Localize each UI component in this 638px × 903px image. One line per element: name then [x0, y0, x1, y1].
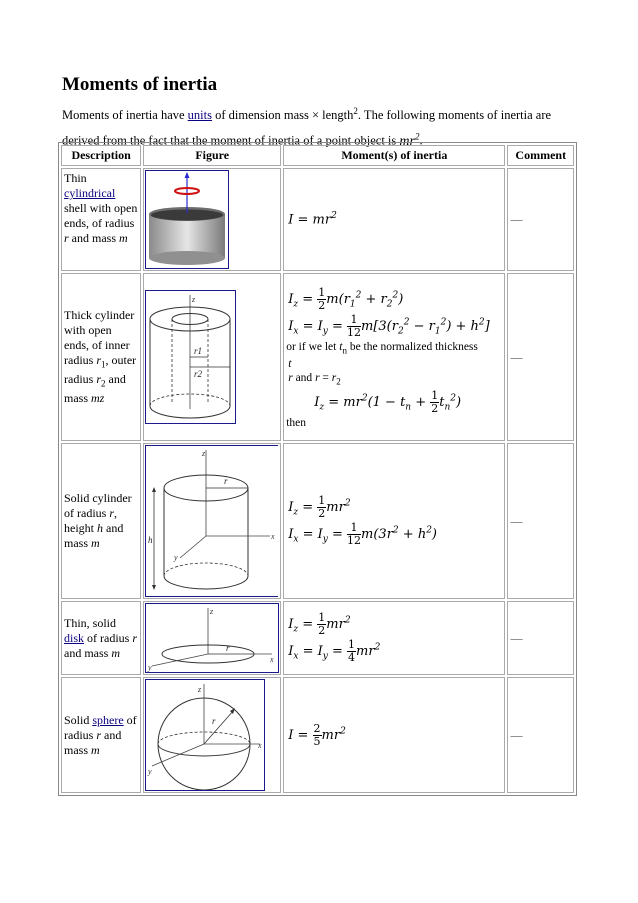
row2-and: and — [292, 372, 316, 384]
row3-figure — [143, 443, 281, 599]
row5-desc-a: Solid — [64, 712, 93, 727]
row2-iz-sub: z — [293, 299, 299, 310]
header-description: Description — [61, 145, 141, 166]
row5-desc-r: r — [96, 727, 101, 742]
row4-comment: — — [507, 601, 574, 675]
row2-desc-r1: r — [96, 352, 101, 367]
row3-desc-b: , height — [64, 506, 117, 535]
header-moments: Moment(s) of inertia — [283, 145, 505, 166]
row2-req: r — [315, 372, 320, 384]
units-link[interactable]: units — [187, 108, 212, 123]
intro-text-3: . The following moments of inertia are derived from the fact that the moment of inertia of a point object is — [62, 108, 552, 148]
row2-eq-ixy: $I_x = I_y$ = $\frac{1}{12}$ $m[3(r_2^2 - r_1^2) + h^2]$ — [288, 312, 490, 339]
row2-ix-sub: x — [293, 326, 299, 337]
row4-desc-r: r — [132, 630, 138, 645]
row4-eq-ixy: $I_x = I_y$ = $\frac{1}{4}$ $mr^2$ — [288, 638, 381, 664]
row4-desc-m: m — [111, 645, 120, 660]
row1-moments — [283, 168, 505, 271]
row1-eq-sup: 2 — [331, 211, 337, 222]
row3-desc-h: h — [97, 521, 103, 535]
row2-be: be the normalized thickness — [346, 340, 478, 353]
cyl-fig-r: r — [224, 476, 228, 486]
disk-fig-y: y — [148, 663, 152, 672]
row2-iy-sub: y — [322, 326, 328, 337]
cyl-fig-x: x — [271, 532, 275, 541]
row1-desc-text2: shell with open ends, of radius — [64, 201, 138, 230]
row2-desc-r2: r — [96, 372, 101, 386]
row2-eq-tn: $I_z = mr^2(1 - t_n$ + $\frac{1}{2}$ $t_n^2$) — [314, 389, 462, 416]
thick-cylinder-figure — [145, 290, 236, 424]
disk-fig-z: z — [210, 607, 214, 616]
row2-or: or if we let — [286, 340, 340, 353]
row3-eq-iz: $I_z$ = $\frac{1}{2}$ $mr^2$ — [288, 494, 351, 520]
cyl-fig-z: z — [202, 449, 206, 458]
row2-desc-r1-sub: 1 — [101, 359, 106, 369]
table-row — [61, 273, 574, 441]
row1-eq-base: I = mr — [288, 212, 332, 228]
disk-fig-r: r — [226, 643, 230, 653]
row3-desc-m: m — [91, 536, 100, 550]
disk-fig-x: x — [270, 655, 274, 664]
row3-description — [61, 443, 141, 599]
inertia-table — [58, 142, 577, 796]
disk-link[interactable]: disk — [64, 630, 85, 645]
row2-iz: I — [288, 291, 294, 307]
cylindrical-link[interactable]: cylindrical — [64, 186, 116, 200]
row2-moments — [283, 273, 505, 441]
row2-figure — [143, 273, 281, 441]
row2-desc-mz: mz — [91, 391, 105, 406]
row3-desc-r: r — [109, 506, 114, 520]
row3-moments — [283, 443, 505, 599]
header-comment: Comment — [507, 145, 574, 166]
thick-fig-r1: r1 — [194, 346, 203, 356]
intro-text-1: Moments of inertia have — [62, 108, 188, 123]
row4-description — [61, 601, 141, 675]
row2-ix: I — [288, 318, 294, 334]
row4-desc-b: of radius — [84, 630, 133, 645]
point-formula-sup: 2 — [414, 131, 420, 142]
frac-twelfth: $\frac{1}{12}$ — [347, 312, 362, 339]
row2-comment: — — [507, 273, 574, 441]
row5-desc-c: and mass — [64, 727, 122, 757]
row5-desc-b: of radius — [64, 712, 137, 742]
row1-eq — [288, 211, 500, 227]
table-row — [61, 443, 574, 599]
disk-figure — [145, 603, 279, 673]
row4-desc-c: and mass — [64, 645, 112, 660]
row4-figure — [143, 601, 281, 675]
thick-fig-z: z — [192, 295, 196, 304]
sphere-fig-z: z — [198, 685, 202, 694]
row1-desc-text: Thin — [64, 171, 87, 185]
row2-eqsign: = — [319, 372, 332, 384]
row2-text-t — [288, 357, 500, 388]
row5-moments — [283, 677, 505, 793]
thick-fig-r2: r2 — [194, 369, 203, 379]
intro-text-2: of dimension mass × length — [211, 108, 354, 123]
row3-desc-c: and mass — [64, 521, 124, 550]
row5-figure — [143, 677, 281, 793]
table-row — [61, 677, 574, 793]
frac-half: $\frac{1}{2}$ — [318, 285, 326, 312]
row2-then: then — [286, 417, 307, 430]
intro-sup: 2 — [353, 106, 358, 116]
row2-r2: r — [331, 372, 337, 384]
row5-eq: I = $\frac{2}{5}$ $mr^2$ — [288, 721, 346, 748]
row2-desc-a: Thick cylinder with open ends, of inner radius — [64, 307, 135, 367]
row2-t: t — [288, 358, 292, 370]
sphere-fig-x: x — [258, 741, 262, 750]
row2-desc-r2-sub: 2 — [101, 378, 106, 389]
point-formula-base: mr — [399, 133, 415, 149]
cyl-fig-y: y — [174, 553, 178, 562]
row2-text-or — [286, 341, 502, 355]
row1-figure — [143, 168, 281, 271]
header-row — [61, 145, 574, 166]
page-title: Moments of inertia — [62, 74, 218, 95]
row1-desc-and: and mass — [68, 231, 119, 245]
row2-desc-c: and mass — [64, 372, 126, 406]
sphere-link[interactable]: sphere — [92, 712, 124, 727]
row2-r2-sub: 2 — [336, 376, 341, 387]
row2-r: r — [288, 372, 293, 384]
row4-eq-iz: $I_z$ = $\frac{1}{2}$ $mr^2$ — [288, 611, 351, 637]
sphere-fig-r: r — [212, 716, 216, 726]
row5-description — [61, 677, 141, 793]
row3-comment: — — [507, 443, 574, 599]
row2-iy: I — [317, 318, 323, 334]
row3-eq-ixy: $I_x = I_y$ = $\frac{1}{12}$ $m(3r^2 + h^2)$ — [288, 521, 437, 547]
table-row — [61, 168, 574, 271]
row1-desc-m: m — [119, 231, 128, 245]
table-row — [61, 601, 574, 675]
row2-eq-iz: $I_z$ = $\frac{1}{2}$ $m(r_1^2 + r_2^2)$ — [288, 285, 404, 312]
row1-desc-r: r — [64, 231, 69, 245]
row5-desc-m: m — [91, 742, 100, 757]
row1-description — [61, 168, 141, 271]
cyl-fig-h: h — [148, 535, 153, 545]
row5-comment: — — [507, 677, 574, 793]
row1-comment: — — [507, 168, 574, 271]
row4-desc-a: Thin, solid — [64, 615, 117, 630]
sphere-fig-y: y — [148, 767, 152, 776]
header-figure: Figure — [143, 145, 281, 166]
row2-tn: t — [339, 340, 343, 353]
row3-desc-a: Solid cylinder of radius — [64, 491, 132, 520]
solid-cylinder-figure — [145, 445, 278, 597]
row2-description — [61, 273, 141, 441]
row4-moments — [283, 601, 505, 675]
row2-desc-b: , outer radius — [64, 352, 137, 386]
sphere-figure — [145, 679, 265, 791]
thin-shell-figure — [145, 170, 229, 269]
row2-tn-sub: n — [342, 345, 347, 355]
intro-end: . — [419, 133, 423, 148]
